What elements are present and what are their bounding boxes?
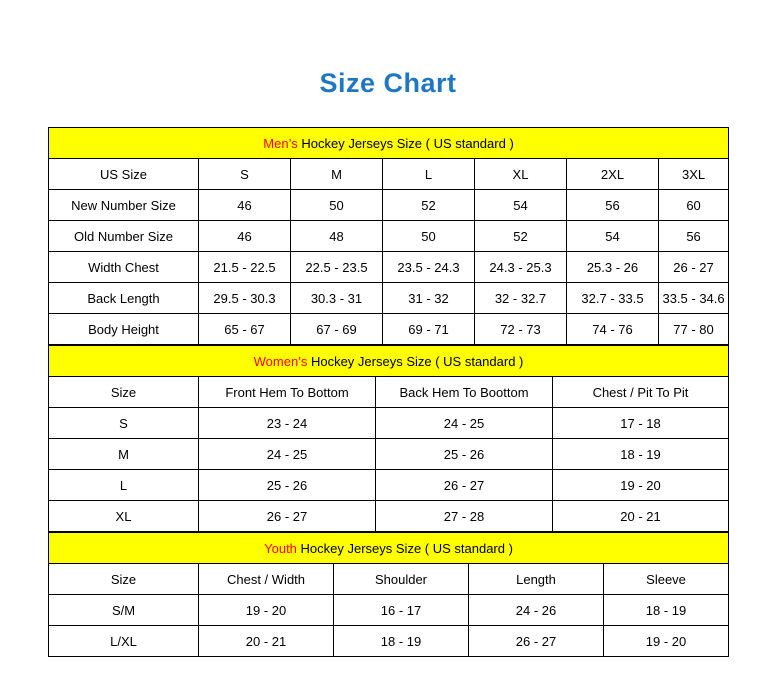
youth-banner-accent: Youth [264,540,297,556]
womens-row-3-cell-1: 26 - 27 [199,501,376,532]
womens-row-2-cell-2: 26 - 27 [376,470,553,501]
mens-row-0-cell-6: 60 [659,190,729,221]
mens-row-1-cell-3: 50 [383,221,475,252]
mens-row-2-cell-1: 21.5 - 22.5 [199,252,291,283]
mens-size-table [48,127,729,345]
womens-row-2-cell-3: 19 - 20 [553,470,729,501]
womens-row-3-label: XL [49,501,199,532]
youth-header-cell-2: Shoulder [334,564,469,595]
mens-row-4-cell-1: 65 - 67 [199,314,291,345]
mens-row-3-cell-2: 30.3 - 31 [291,283,383,314]
mens-row-1-cell-5: 54 [567,221,659,252]
mens-row-3-cell-6: 33.5 - 34.6 [659,283,729,314]
table-row [49,314,729,345]
mens-banner-rest: Hockey Jerseys Size ( US standard ) [297,135,514,151]
mens-header-cell-3: L [383,159,475,190]
table-row [49,626,729,657]
youth-row-1-cell-2: 18 - 19 [334,626,469,657]
mens-row-4-cell-4: 72 - 73 [475,314,567,345]
mens-row-3-cell-3: 31 - 32 [383,283,475,314]
womens-header-cell-3: Chest / Pit To Pit [553,377,729,408]
table-row [49,221,729,252]
mens-row-4-label: Body Height [49,314,199,345]
womens-banner-accent: Women’s [253,353,308,369]
mens-row-2-cell-6: 26 - 27 [659,252,729,283]
mens-row-1-cell-4: 52 [475,221,567,252]
mens-header-cell-0: US Size [49,159,199,190]
youth-header-cell-4: Sleeve [604,564,729,595]
youth-banner-cell [49,533,729,564]
youth-row-0-cell-1: 19 - 20 [199,595,334,626]
table-row [49,190,729,221]
mens-row-3-cell-5: 32.7 - 33.5 [567,283,659,314]
table-row [49,283,729,314]
mens-row-0-cell-2: 50 [291,190,383,221]
womens-row-2-cell-1: 25 - 26 [199,470,376,501]
mens-section-banner [49,128,729,159]
mens-header-cell-2: M [291,159,383,190]
youth-header-cell-0: Size [49,564,199,595]
mens-row-3-cell-1: 29.5 - 30.3 [199,283,291,314]
mens-row-1-cell-2: 48 [291,221,383,252]
table-row [49,470,729,501]
womens-row-0-cell-1: 23 - 24 [199,408,376,439]
mens-row-0-cell-5: 56 [567,190,659,221]
womens-row-1-cell-2: 25 - 26 [376,439,553,470]
womens-row-2-label: L [49,470,199,501]
womens-size-table [48,345,729,532]
womens-row-3-cell-3: 20 - 21 [553,501,729,532]
womens-row-3-cell-2: 27 - 28 [376,501,553,532]
table-row [49,408,729,439]
mens-row-4-cell-2: 67 - 69 [291,314,383,345]
womens-section-banner [49,346,729,377]
youth-row-1-cell-1: 20 - 21 [199,626,334,657]
youth-header-cell-1: Chest / Width [199,564,334,595]
mens-row-0-cell-1: 46 [199,190,291,221]
womens-row-1-cell-3: 18 - 19 [553,439,729,470]
mens-row-4-cell-5: 74 - 76 [567,314,659,345]
womens-row-1-cell-1: 24 - 25 [199,439,376,470]
womens-row-0-cell-2: 24 - 25 [376,408,553,439]
womens-banner-rest: Hockey Jerseys Size ( US standard ) [307,353,524,369]
youth-header-cell-3: Length [469,564,604,595]
mens-row-3-cell-4: 32 - 32.7 [475,283,567,314]
mens-row-4-cell-6: 77 - 80 [659,314,729,345]
womens-header-cell-2: Back Hem To Boottom [376,377,553,408]
mens-header-cell-5: 2XL [567,159,659,190]
mens-row-2-cell-5: 25.3 - 26 [567,252,659,283]
youth-header-row [49,564,729,595]
youth-row-1-label: L/XL [49,626,199,657]
youth-row-1-cell-3: 26 - 27 [469,626,604,657]
mens-row-3-label: Back Length [49,283,199,314]
mens-row-4-cell-3: 69 - 71 [383,314,475,345]
mens-header-cell-4: XL [475,159,567,190]
mens-row-1-cell-1: 46 [199,221,291,252]
youth-section-banner [49,533,729,564]
mens-row-0-label: New Number Size [49,190,199,221]
mens-row-1-cell-6: 56 [659,221,729,252]
mens-row-2-cell-4: 24.3 - 25.3 [475,252,567,283]
youth-row-0-cell-4: 18 - 19 [604,595,729,626]
mens-row-2-cell-3: 23.5 - 24.3 [383,252,475,283]
womens-header-row [49,377,729,408]
table-row [49,439,729,470]
youth-size-table [48,532,729,657]
mens-header-cell-1: S [199,159,291,190]
mens-banner-cell [49,128,729,159]
table-row [49,252,729,283]
mens-header-row [49,159,729,190]
womens-header-cell-1: Front Hem To Bottom [199,377,376,408]
youth-row-0-cell-2: 16 - 17 [334,595,469,626]
mens-row-2-cell-2: 22.5 - 23.5 [291,252,383,283]
mens-row-2-label: Width Chest [49,252,199,283]
youth-banner-rest: Hockey Jerseys Size ( US standard ) [296,540,513,556]
womens-row-1-label: M [49,439,199,470]
mens-header-cell-6: 3XL [659,159,729,190]
womens-header-cell-0: Size [49,377,199,408]
youth-row-0-cell-3: 24 - 26 [469,595,604,626]
womens-row-0-label: S [49,408,199,439]
page-title: Size Chart [319,68,457,98]
womens-row-0-cell-3: 17 - 18 [553,408,729,439]
mens-row-0-cell-3: 52 [383,190,475,221]
table-row [49,595,729,626]
table-row [49,501,729,532]
youth-row-0-label: S/M [49,595,199,626]
size-chart-container [48,127,728,657]
mens-banner-accent: Men’s [263,135,298,151]
mens-row-1-label: Old Number Size [49,221,199,252]
mens-row-0-cell-4: 54 [475,190,567,221]
youth-row-1-cell-4: 19 - 20 [604,626,729,657]
womens-banner-cell [49,346,729,377]
